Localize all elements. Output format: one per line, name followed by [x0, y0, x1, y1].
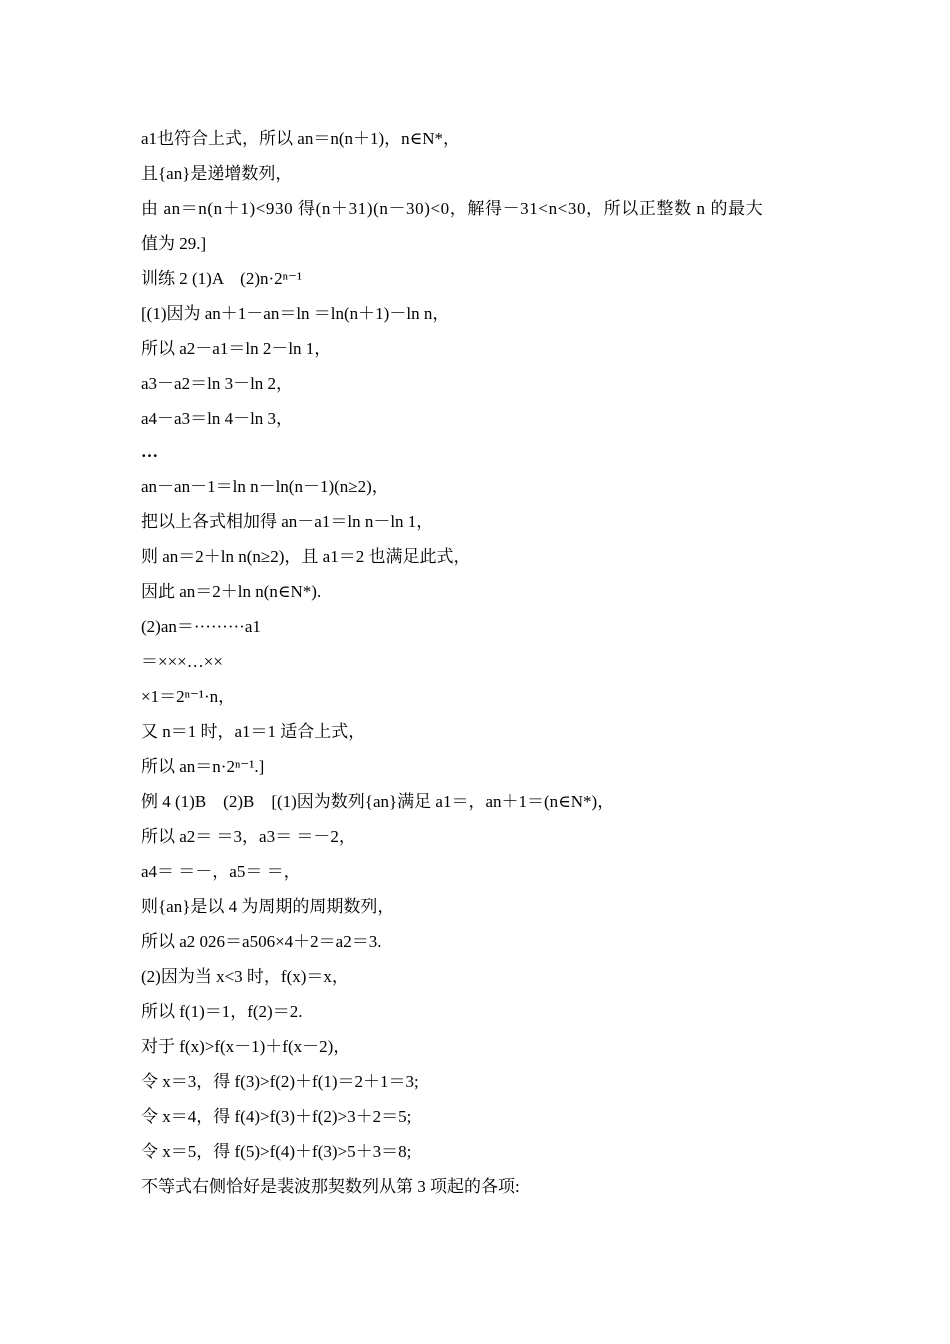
text-line: 则{an}是以 4 为周期的周期数列， — [141, 897, 395, 916]
text-line: 所以 a2＝ ＝3，a3＝ ＝－2， — [141, 827, 356, 846]
text-line: (2)因为当 x<3 时，f(x)＝x， — [141, 967, 349, 986]
text-line: 令 x＝3，得 f(3)>f(2)＋f(1)＝2＋1＝3; — [141, 1072, 419, 1091]
text-line: a1也符合上式，所以 an＝n(n＋1)，n∈N*， — [141, 129, 461, 148]
text-line: a4＝ ＝－，a5＝ ＝， — [141, 862, 301, 881]
text-line: 所以 a2－a1＝ln 2－ln 1， — [141, 339, 332, 358]
text-line: 且{an}是递增数列， — [141, 164, 293, 183]
text-line: 所以 an＝n·2ⁿ⁻¹.] — [141, 757, 265, 776]
text-line: ×1＝2ⁿ⁻¹·n， — [141, 687, 236, 706]
text-line: [(1)因为 an＋1－an＝ln ＝ln(n＋1)－ln n， — [141, 304, 450, 323]
text-line: ＝×××…×× — [141, 652, 223, 671]
text-line: 把以上各式相加得 an－a1＝ln n－ln 1， — [141, 512, 434, 531]
text-line: 由 an＝n(n＋1)<930 得(n＋31)(n－30)<0，解得－31<n<30，所以正整数 n 的最大 — [141, 199, 764, 218]
training-2-answer-line: 训练 2 (1)A (2)n·2ⁿ⁻¹ — [141, 269, 303, 288]
text-line: 令 x＝5，得 f(5)>f(4)＋f(3)>5＋3＝8; — [141, 1142, 412, 1161]
text-line: 所以 a2 026＝a506×4＋2＝a2＝3. — [141, 932, 382, 951]
ellipsis-line: … — [141, 442, 158, 461]
text-line: 又 n＝1 时，a1＝1 适合上式， — [141, 722, 366, 741]
text-line: 所以 f(1)＝1，f(2)＝2. — [141, 1002, 303, 1021]
text-line: 则 an＝2＋ln n(n≥2)，且 a1＝2 也满足此式， — [141, 547, 471, 566]
text-line: 令 x＝4，得 f(4)>f(3)＋f(2)>3＋2＝5; — [141, 1107, 412, 1126]
text-line: 对于 f(x)>f(x－1)＋f(x－2)， — [141, 1037, 351, 1056]
text-line: a4－a3＝ln 4－ln 3， — [141, 409, 294, 428]
example-4-answer-line: 例 4 (1)B (2)B [(1)因为数列{an}满足 a1＝，an＋1＝(n∈N*)， — [141, 792, 615, 811]
text-line: 值为 29.] — [141, 234, 207, 253]
text-line: (2)an＝·········a1 — [141, 617, 261, 636]
text-line: an－an－1＝ln n－ln(n－1)(n≥2)， — [141, 477, 389, 496]
text-line: a3－a2＝ln 3－ln 2， — [141, 374, 294, 393]
text-line: 不等式右侧恰好是裴波那契数列从第 3 项起的各项: — [141, 1177, 520, 1196]
text-line: 因此 an＝2＋ln n(n∈N*). — [141, 582, 322, 601]
